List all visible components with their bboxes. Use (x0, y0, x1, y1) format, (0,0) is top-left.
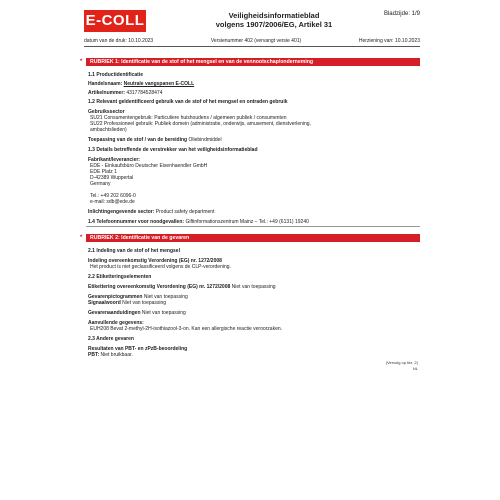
signal-word-value: Niet van toepassing (122, 300, 167, 306)
sds-page (80, 8, 420, 492)
emergency-phone-value: Giftinformationszentrum Mainz – Tel.: +49 (6131) 19240 (185, 219, 309, 225)
change-marker: * (80, 235, 83, 241)
signal-word-row (88, 300, 420, 306)
su22-line: SU22 Professioneel gebruik: Publiek domein (administratie, onderwijs, amusement, dienstverlening, (90, 121, 311, 127)
additional-info-label: Aanvullende gegevens: (88, 320, 144, 326)
classification-label: Indeling overeenkomstig Verordening (EG) nr. 1272/2008 (88, 258, 222, 264)
section-1-1-heading: 1.1 Productidentificatie (88, 72, 144, 78)
document-meta (84, 38, 420, 47)
address-line-2: EDE Platz 1 (90, 169, 117, 175)
info-dept-value: Product safety department (155, 209, 215, 215)
manufacturer-label: Fabrikant/leverancier: (88, 157, 140, 163)
hazard-statements-label: Gevarenaanduidingen (88, 310, 141, 316)
application-row (88, 137, 420, 143)
emergency-phone-row (88, 219, 420, 225)
application-label: Toepassing van de stof / van de bereiding (88, 137, 188, 143)
hazard-statements-row (88, 310, 420, 316)
labelling-value: Niet van toepassing (231, 284, 276, 290)
pictograms-label: Gevarenpictogrammen (88, 294, 143, 300)
pbt-value: Niet bruikbaar. (100, 352, 133, 358)
su21-line: SU21 Consumentengebruik: Particuliere huishoudens / algemeen publiek / consumenten (90, 115, 287, 121)
revision-date: Herziening van: 10.10.2023 (358, 38, 420, 44)
page-number: Bladzijde: 1/9 (383, 11, 420, 17)
pbt-assessment-label: Resultaten van PBT- en zPzB-beoordeling (88, 346, 188, 352)
section-2-header (80, 234, 420, 242)
signal-word-label: Signaalwoord (88, 300, 121, 306)
email: e-mail: sdb@ede.de (90, 199, 135, 205)
hazard-statements-value: Niet van toepassing (141, 310, 186, 316)
trade-name-label: Handelsnaam: (88, 81, 123, 87)
divider (86, 226, 420, 227)
document-title (184, 11, 364, 29)
title-line-1: Veiligheidsinformatieblad (228, 11, 320, 20)
section-1-header (80, 58, 420, 66)
section-2-title: RUBRIEK 2: Identificatie van de gevaren (90, 235, 190, 241)
labelling-label: Etikettering overeenkomstig Verordening (EG) nr. 1272/2008 (88, 284, 231, 290)
address-line-3: D-42389 Wuppertal (90, 175, 134, 181)
section-1-title: RUBRIEK 1: Identificatie van de stof of het mengsel en van de vennootschap/onderneming (90, 59, 314, 65)
e-coll-logo: E-COLL (84, 10, 146, 32)
section-1-2-heading: 1.2 Relevant geïdentificeerd gebruik van de stof of het mengsel en ontraden gebruik (88, 99, 288, 105)
pbt-label: PBT: (88, 352, 100, 358)
print-date: datum van de druk: 10.10.2023 (84, 38, 154, 44)
application-value: Oliebindmiddel (188, 137, 222, 143)
footer-code: NL (412, 366, 418, 371)
trade-name-row (88, 81, 420, 87)
change-marker: * (80, 59, 83, 65)
article-number-row (88, 90, 420, 96)
section-2-2-heading: 2.2 Etiketteringselementen (88, 274, 152, 280)
article-number-value: 4317784528474 (126, 90, 163, 96)
version-number: Versienummer 402 (vervangt versie 401) (210, 38, 302, 44)
section-2-3-heading: 2.3 Andere gevaren (88, 336, 134, 342)
labelling-row (88, 284, 420, 290)
title-line-2: volgens 1907/2006/EG, Artikel 31 (215, 20, 333, 29)
address-line-1: EDE - Einkaufsbüro Deutscher Eisenhaendler GmbH (90, 163, 208, 169)
telephone: Tel.: +49 202 6096-0 (90, 193, 136, 199)
info-dept-label: Inlichtingengevende sector: (88, 209, 155, 215)
section-2-1-heading: 2.1 Indeling van de stof of het mengsel (88, 248, 180, 254)
pbt-row (88, 352, 420, 358)
additional-info-value: EUH208 Bevat 2-methyl-2H-isothiazool-3-on. Kan een allergische reactie veroorzaken. (90, 326, 283, 332)
use-sector-label: Gebruikssector (88, 109, 125, 115)
su22-line-cont: ambachtslieden) (90, 127, 127, 133)
emergency-phone-label: 1.4 Telefoonnummer voor noodgevallen: (88, 219, 185, 225)
trade-name-value: Neutrale vangspanen E-COLL (123, 81, 195, 87)
continued-note: (Vervolg op blz. 2) (385, 360, 418, 365)
address-line-4: Germany (90, 181, 111, 187)
section-1-3-heading: 1.3 Details betreffende de verstrekker van het veiligheidsinformatieblad (88, 147, 258, 153)
info-dept-row (88, 209, 420, 215)
article-number-label: Artikelnummer: (88, 90, 125, 96)
classification-value: Het product is niet geclassificeerd volgens de CLP-verordening. (90, 264, 231, 270)
pictograms-value: Niet van toepassing (143, 294, 188, 300)
